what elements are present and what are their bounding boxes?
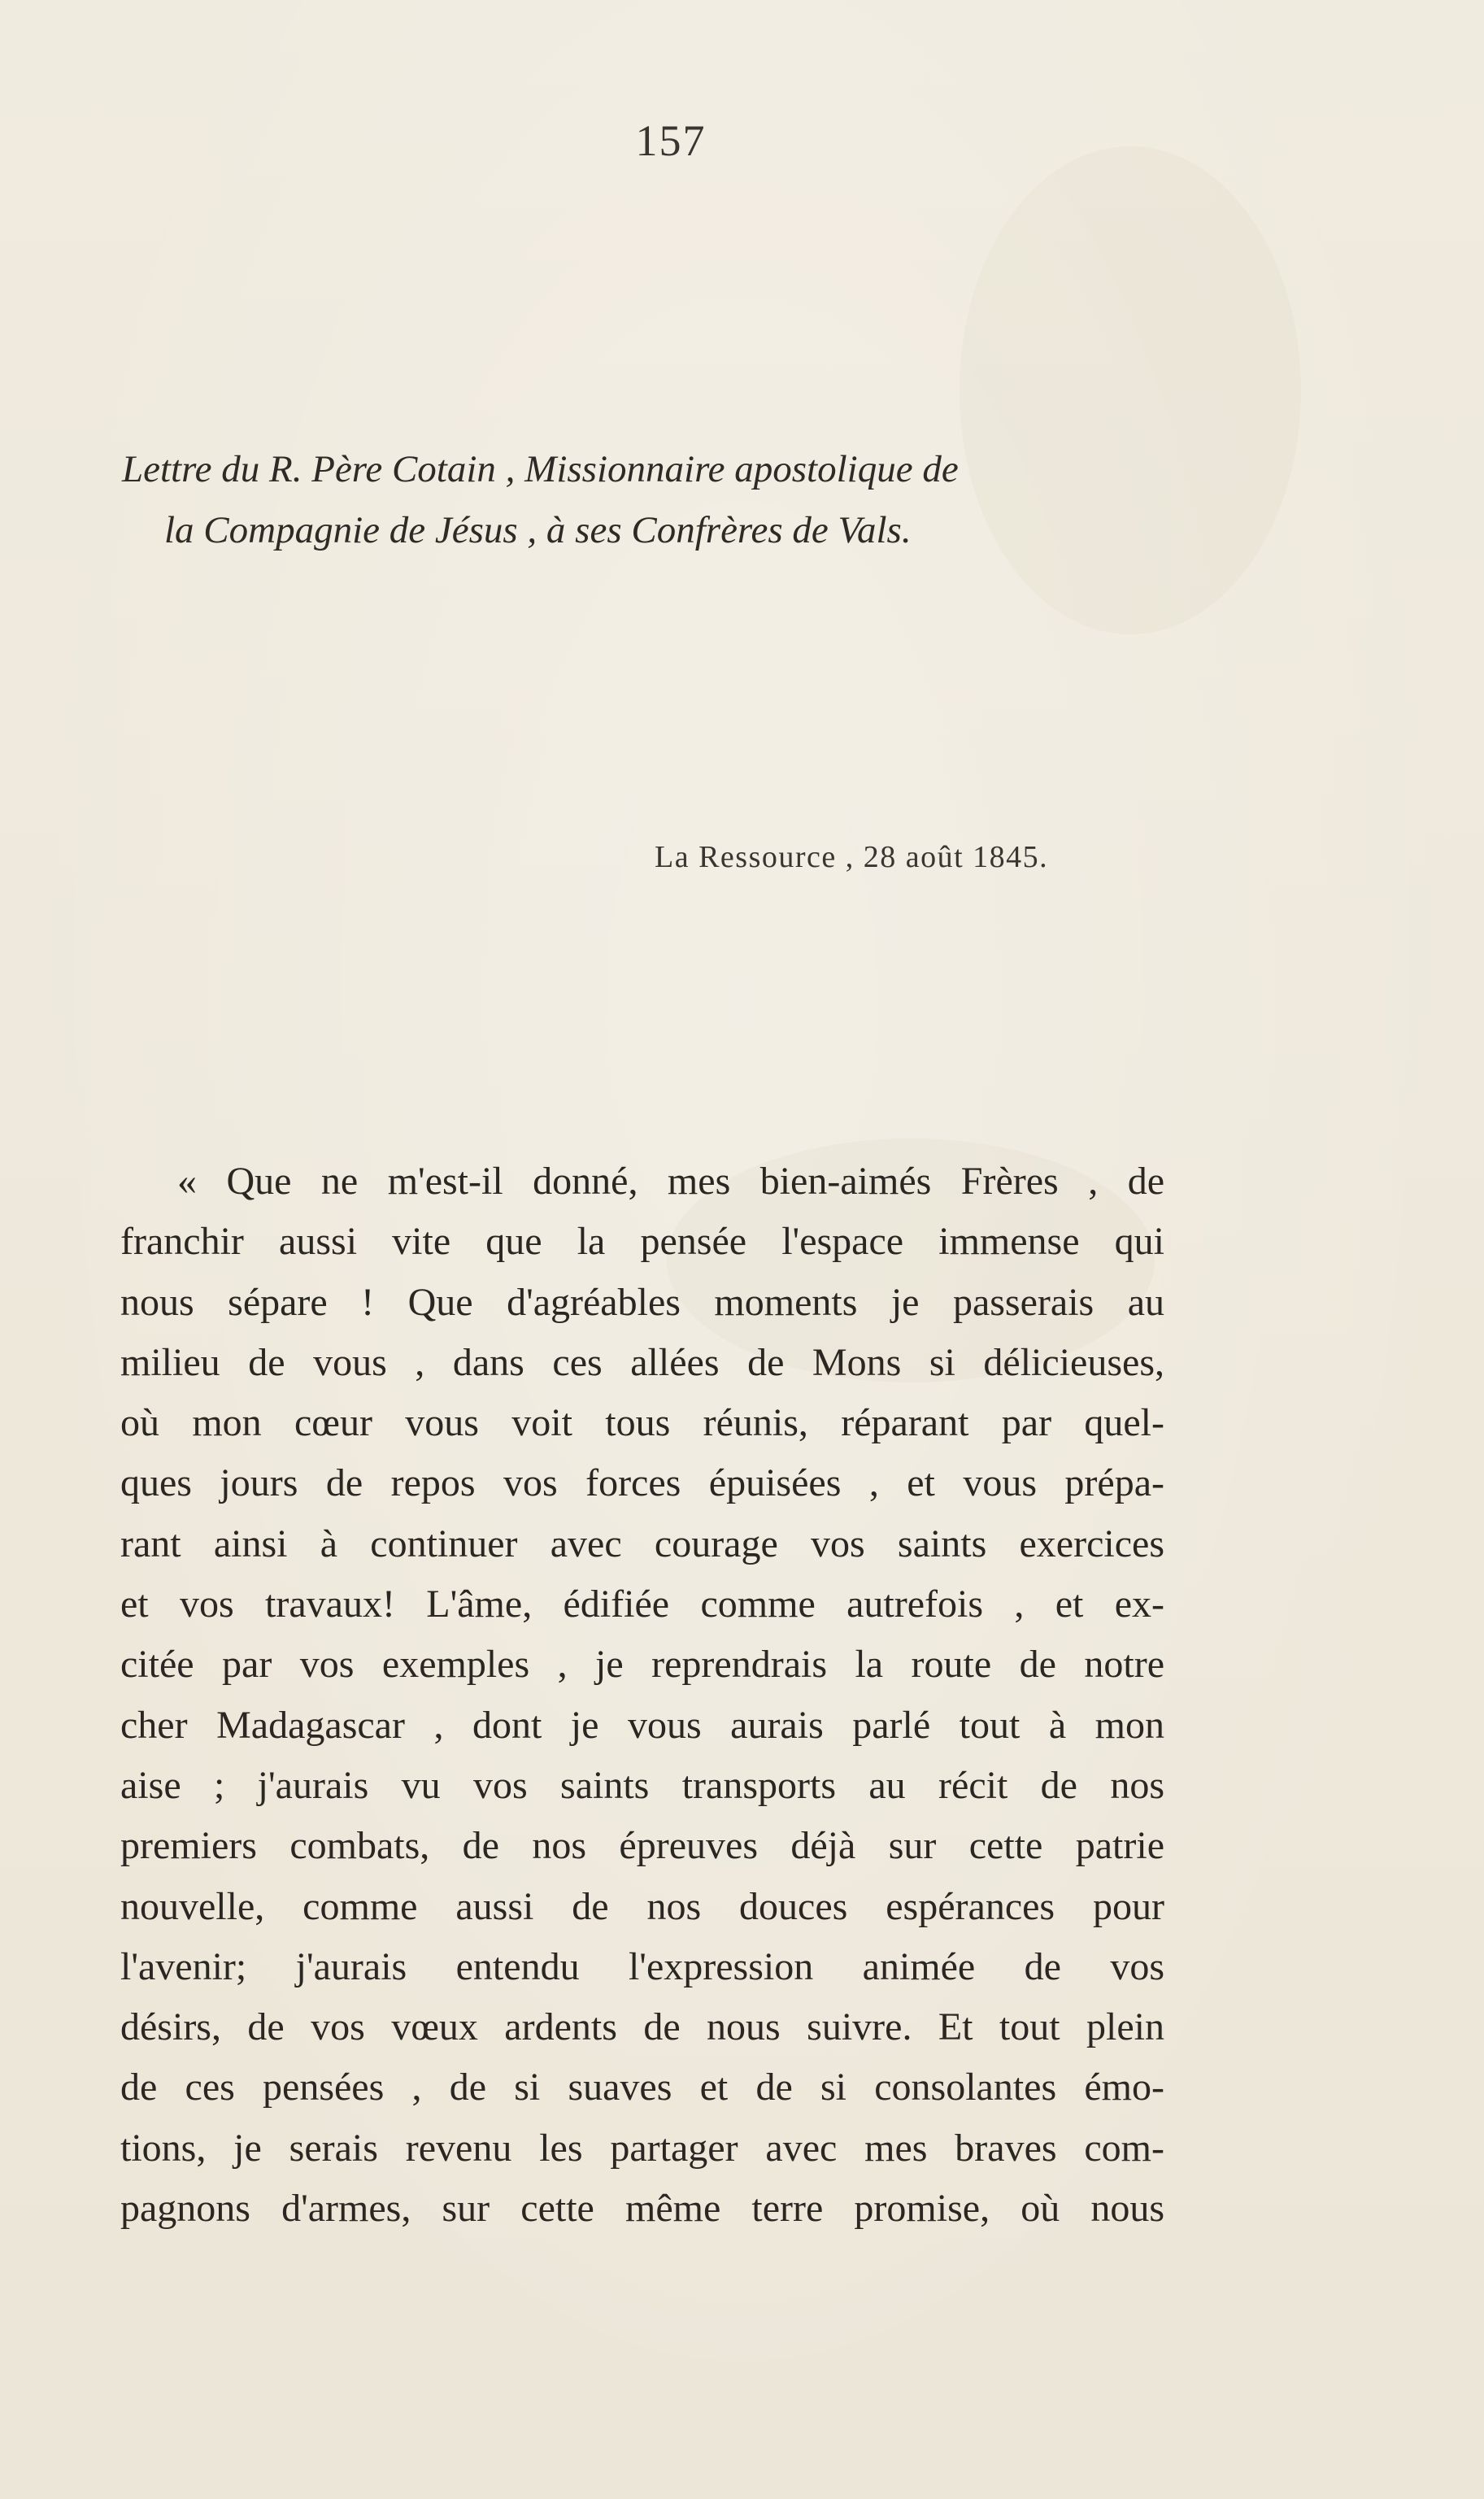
letter-title-line: la Compagnie de Jésus , à ses Confrères de Vals. xyxy=(164,509,912,551)
body-line: nous sépare ! Que d'agréables moments je passerais au xyxy=(120,1280,1164,1324)
body-line: où mon cœur vous voit tous réunis, réparant par quel- xyxy=(120,1401,1164,1445)
body-line: l'avenir; j'aurais entendu l'expression animée de vos xyxy=(120,1944,1164,1988)
body-line: cher Madagascar , dont je vous aurais parlé tout à mon xyxy=(120,1703,1164,1747)
letter-title xyxy=(122,439,1163,561)
body-line: premiers combats, de nos épreuves déjà sur cette patrie xyxy=(120,1824,1164,1868)
body-line: milieu de vous , dans ces allées de Mons si délicieuses, xyxy=(120,1340,1164,1384)
letter-title-line: Lettre du R. Père Cotain , Missionnaire apostolique de xyxy=(122,448,959,490)
body-line: de ces pensées , de si suaves et de si consolantes émo- xyxy=(120,2066,1164,2109)
body-line: ques jours de repos vos forces épuisées , et vous prépa- xyxy=(120,1461,1164,1505)
body-line: tions, je serais revenu les partager avec mes braves com- xyxy=(120,2126,1164,2170)
body-line: citée par vos exemples , je reprendrais la route de notre xyxy=(120,1643,1164,1687)
body-line: aise ; j'aurais vu vos saints transports au récit de nos xyxy=(120,1763,1164,1807)
body-line: et vos travaux! L'âme, édifiée comme autrefois , et ex- xyxy=(120,1583,1164,1626)
body-line: nouvelle, comme aussi de nos douces espérances pour xyxy=(120,1884,1164,1928)
body-line: franchir aussi vite que la pensée l'espace immense qui xyxy=(120,1220,1164,1264)
paper-stain xyxy=(960,146,1301,634)
body-line: « Que ne m'est-il donné, mes bien-aimés Frères , de xyxy=(177,1160,1164,1203)
body-line: pagnons d'armes, sur cette même terre promise, où nous xyxy=(120,2187,1164,2231)
dateline: La Ressource , 28 août 1845. xyxy=(655,840,1049,874)
body-line: désirs, de vos vœux ardents de nous suivre. Et tout plein xyxy=(120,2005,1164,2049)
page-number: 157 xyxy=(635,116,707,165)
body-line: rant ainsi à continuer avec courage vos saints exercices xyxy=(120,1522,1164,1565)
letter-body xyxy=(120,1152,1164,2239)
